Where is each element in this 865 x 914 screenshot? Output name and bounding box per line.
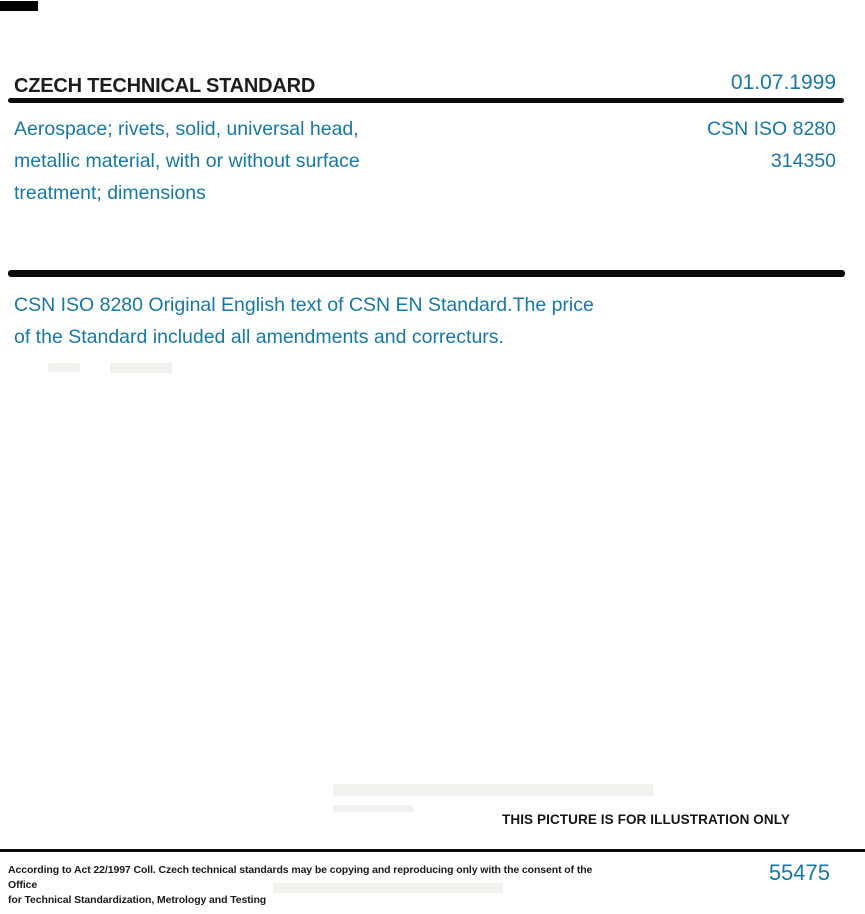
standard-title bbox=[14, 113, 484, 209]
scan-corner-mark bbox=[0, 1, 38, 11]
scan-artifact bbox=[110, 363, 172, 373]
standard-designation bbox=[707, 113, 836, 177]
section-divider bbox=[8, 270, 845, 277]
scan-artifact bbox=[48, 363, 80, 372]
copyright-notice bbox=[8, 863, 608, 908]
class-number: 314350 bbox=[770, 150, 836, 172]
copyright-line-2: for Technical Standardization, Metrology and Testing bbox=[8, 894, 267, 906]
header-divider bbox=[8, 98, 844, 103]
note-line-1: CSN ISO 8280 Original English text of CSN EN Standard.The price bbox=[14, 294, 594, 316]
effective-date: 01.07.1999 bbox=[730, 71, 836, 94]
scan-artifact bbox=[333, 784, 653, 796]
scan-artifact bbox=[333, 805, 413, 812]
page-title: CZECH TECHNICAL STANDARD bbox=[14, 75, 316, 97]
order-number: 55475 bbox=[768, 860, 830, 885]
footer-divider bbox=[0, 849, 865, 852]
illustration-only-notice: THIS PICTURE IS FOR ILLUSTRATION ONLY bbox=[502, 812, 790, 827]
note-line-2: of the Standard included all amendments and correcturs. bbox=[14, 326, 504, 348]
standard-note bbox=[14, 289, 714, 353]
copyright-line-1: According to Act 22/1997 Coll. Czech technical standards may be copying and reproducing only with the consent of the Office bbox=[8, 864, 593, 891]
standard-title-line-3: treatment; dimensions bbox=[14, 182, 206, 204]
designation-code: CSN ISO 8280 bbox=[707, 118, 836, 140]
standard-title-line-2: metallic material, with or without surface bbox=[14, 150, 360, 172]
standard-title-line-1: Aerospace; rivets, solid, universal head, bbox=[14, 118, 359, 140]
